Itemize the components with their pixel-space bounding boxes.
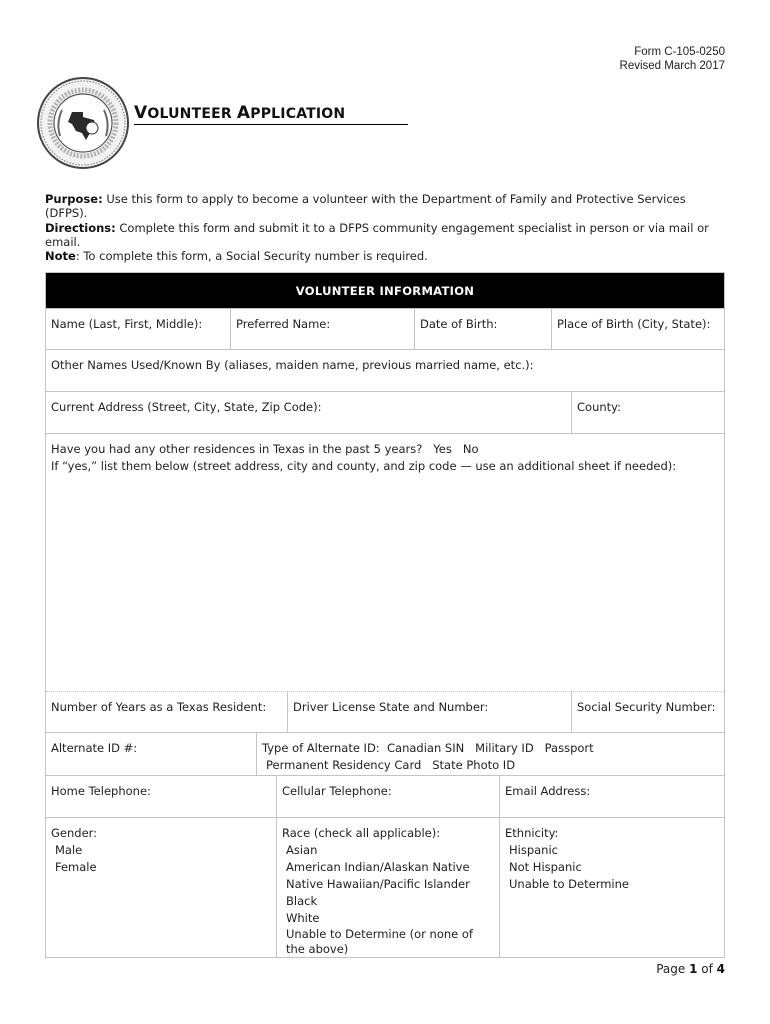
alt-id-military-option[interactable]: Military ID — [475, 741, 534, 755]
alt-id-state-photo-option[interactable]: State Photo ID — [432, 758, 516, 772]
gender-label: Gender: — [51, 826, 98, 840]
note-label: Note — [45, 249, 76, 264]
ethnicity-field — [499, 818, 724, 957]
page-number: Page 1 of 4 — [656, 962, 725, 976]
alt-id-passport-option[interactable]: Passport — [544, 741, 594, 755]
race-field — [276, 818, 499, 957]
directions-label: Directions: — [45, 220, 116, 235]
cellular-telephone-field[interactable]: Cellular Telephone: — [276, 776, 499, 817]
instructions — [45, 192, 725, 263]
form-title-underline — [134, 103, 408, 125]
phone-row — [46, 775, 724, 817]
driver-license-field[interactable]: Driver License State and Number: — [287, 692, 571, 732]
alt-id-canadian-sin-option[interactable]: Canadian SIN — [387, 741, 465, 755]
years-resident-field[interactable]: Number of Years as a Texas Resident: — [51, 700, 267, 714]
ethnicity-hispanic-option[interactable]: Hispanic — [509, 843, 558, 857]
county-field[interactable]: County: — [571, 392, 724, 433]
other-names-row — [46, 349, 724, 391]
race-white-option[interactable]: White — [286, 911, 320, 925]
section-header: VOLUNTEER INFORMATION — [46, 273, 724, 308]
demographics-row — [46, 817, 724, 957]
ethnicity-label: Ethnicity: — [505, 826, 559, 840]
other-names-field[interactable]: Other Names Used/Known By (aliases, maiden name, previous married name, etc.): — [51, 358, 534, 372]
name-field[interactable]: Name (Last, First, Middle): — [51, 317, 203, 331]
alternate-id-type-label: Type of Alternate ID: — [262, 741, 380, 755]
dfps-seal-logo — [36, 76, 130, 170]
form-identifier — [620, 45, 725, 73]
residences-yes-option[interactable]: Yes — [433, 442, 452, 456]
form-title: VOLUNTEER APPLICATION — [134, 103, 346, 123]
alternate-id-type-field — [256, 733, 724, 775]
purpose-label: Purpose: — [45, 192, 103, 206]
residences-list-instruction: If “yes,” list them below (street address, city and county, and zip code — use an additional sheet if needed): — [51, 459, 677, 473]
volunteer-information-table — [45, 272, 725, 958]
ssn-field[interactable]: Social Security Number: — [571, 692, 724, 732]
preferred-name-field[interactable]: Preferred Name: — [230, 309, 414, 349]
residences-row — [46, 433, 724, 691]
alternate-id-type-line1 — [262, 740, 719, 757]
ethnicity-not-hispanic-option[interactable]: Not Hispanic — [509, 860, 582, 874]
residences-question-line — [51, 441, 719, 458]
residences-field[interactable] — [46, 434, 724, 691]
race-asian-option[interactable]: Asian — [286, 843, 318, 857]
email-address-field[interactable]: Email Address: — [499, 776, 724, 817]
alternate-id-row — [46, 732, 724, 775]
ethnicity-unable-option[interactable]: Unable to Determine — [509, 877, 629, 891]
gender-field — [46, 818, 276, 957]
note-text: : To complete this form, a Social Security number is required. — [75, 249, 428, 264]
alternate-id-type-line2 — [262, 757, 719, 774]
race-native-hawaiian-option[interactable]: Native Hawaiian/Pacific Islander — [286, 877, 470, 891]
purpose-text: Use this form to apply to become a volunteer with the Department of Family and Protective Services (DFPS). — [45, 192, 686, 221]
alternate-id-field[interactable]: Alternate ID #: — [51, 741, 138, 755]
license-row — [46, 691, 724, 732]
residences-no-option[interactable]: No — [462, 442, 479, 456]
name-row — [46, 308, 724, 349]
race-unable-option[interactable]: Unable to Determine (or none of the above) — [286, 927, 473, 956]
race-label: Race (check all applicable): — [282, 826, 441, 840]
gender-female-option[interactable]: Female — [55, 860, 97, 874]
date-of-birth-field[interactable]: Date of Birth: — [414, 309, 551, 349]
form-number: Form C-105-0250 — [634, 46, 725, 58]
address-row — [46, 391, 724, 433]
alt-id-permanent-residency-option[interactable]: Permanent Residency Card — [266, 758, 422, 772]
current-address-field[interactable]: Current Address (Street, City, State, Zip Code): — [51, 400, 322, 414]
gender-male-option[interactable]: Male — [55, 843, 83, 857]
residences-question: Have you had any other residences in Texas in the past 5 years? — [51, 442, 423, 456]
race-black-option[interactable]: Black — [286, 894, 318, 908]
revision-date: Revised March 2017 — [619, 60, 725, 72]
directions-text: Complete this form and submit it to a DFPS community engagement specialist in person or via mail or email. — [45, 220, 709, 249]
place-of-birth-field[interactable]: Place of Birth (City, State): — [551, 309, 724, 349]
home-telephone-field[interactable]: Home Telephone: — [51, 784, 151, 798]
race-american-indian-option[interactable]: American Indian/Alaskan Native — [286, 860, 470, 874]
